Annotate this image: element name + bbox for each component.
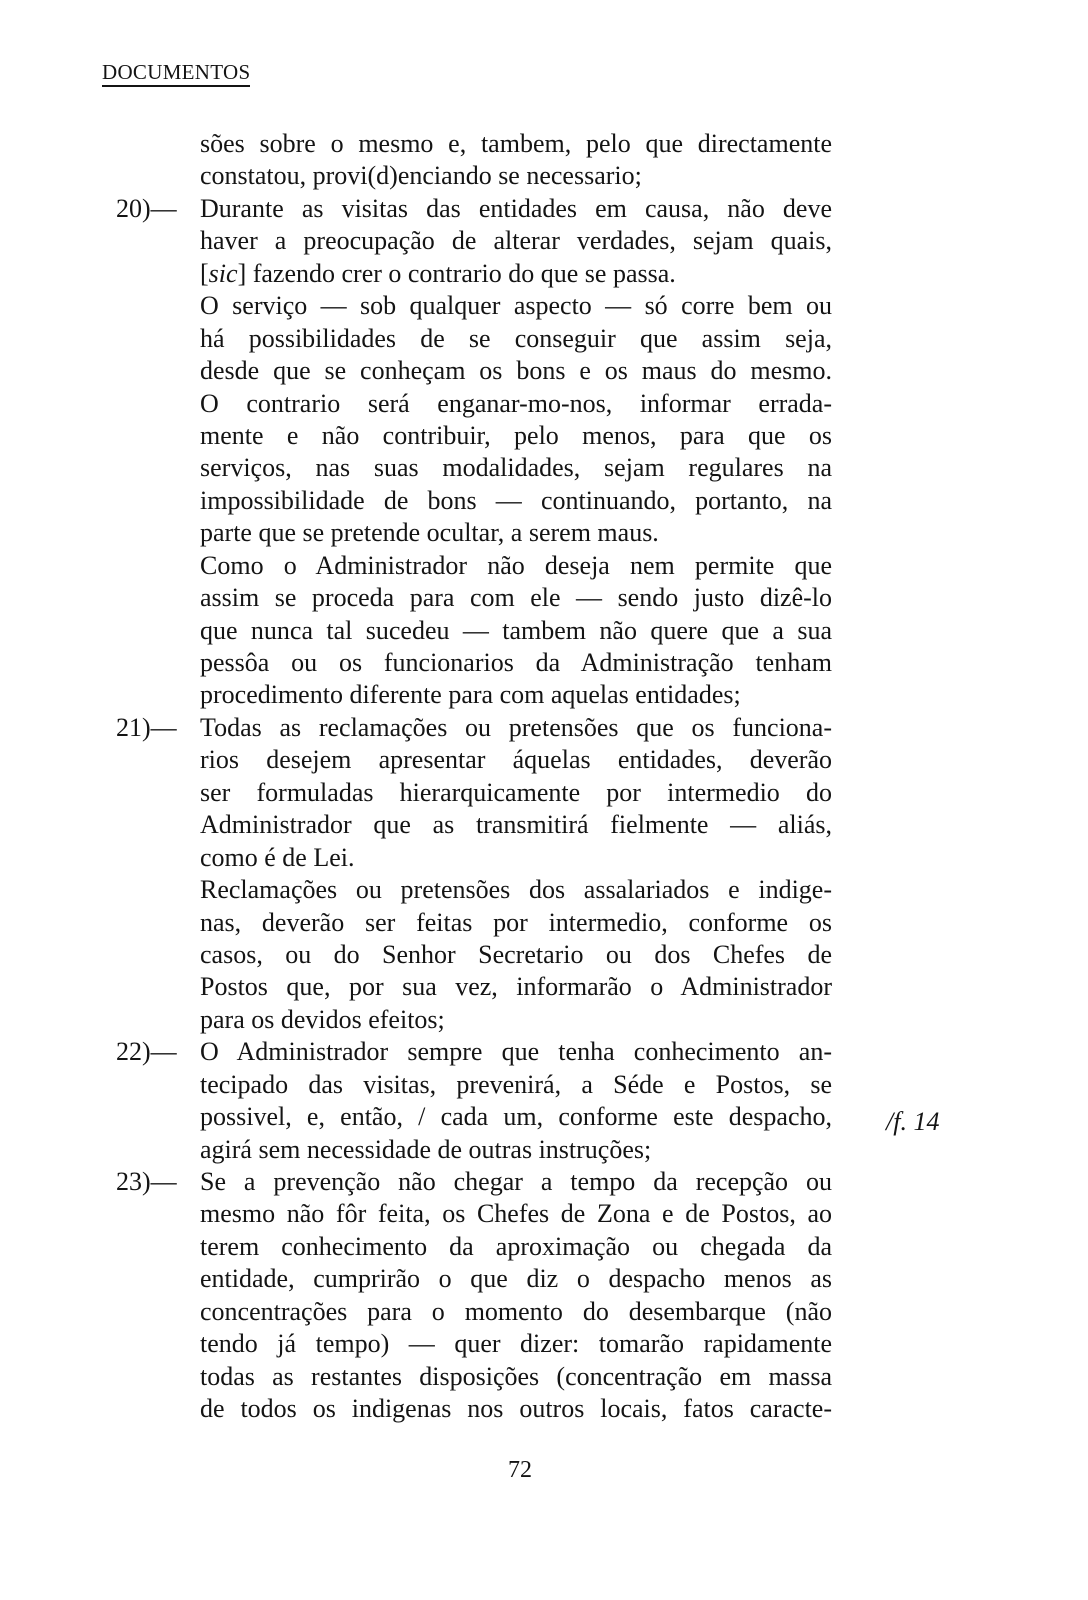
line-text: tecipado das visitas, prevenirá, a Séde e Postos, se (200, 1069, 832, 1099)
text-line (102, 1263, 862, 1295)
line-text: possivel, e, então, / cada um, conforme este despacho, (200, 1102, 832, 1132)
text-line (102, 1004, 862, 1036)
line-text: há possibilidades de se conseguir que assim seja, (200, 323, 832, 353)
line-text: casos, ou do Senhor Secretario ou dos Chefes de (200, 939, 832, 969)
line-text: como é de Lei. (200, 842, 355, 872)
line-text: Como o Administrador não deseja nem permite que (200, 550, 832, 580)
text-line (102, 1069, 862, 1101)
text-line (102, 1361, 862, 1393)
line-text: Se a prevenção não chegar a tempo da recepção ou (200, 1167, 832, 1196)
line-text: Durante as visitas das entidades em causa, não deve (200, 193, 832, 223)
text-line (102, 744, 862, 776)
line-text: que nunca tal sucedeu — tambem não quere que a sua (200, 615, 832, 645)
text-line (102, 420, 862, 452)
text-line (102, 1036, 862, 1068)
page-number: 72 (508, 1457, 532, 1483)
line-text: tendo já tempo) — quer dizer: tomarão rapidamente (200, 1329, 832, 1359)
text-line (102, 323, 862, 355)
line-text: serviços, nas suas modalidades, sejam regulares na (200, 453, 832, 483)
item-number: 22)— (116, 1037, 177, 1067)
sic-annotation: sic (208, 258, 238, 288)
line-text: haver a preocupação de alterar verdades, sejam quais, (200, 226, 832, 256)
line-text: para os devidos efeitos; (200, 1004, 445, 1034)
text-line (102, 809, 862, 841)
line-text: Postos que, por sua vez, informarão o Administrador (200, 972, 832, 1002)
line-text: sões sobre o mesmo e, tambem, pelo que directamente (200, 129, 832, 158)
text-line (102, 615, 862, 647)
line-text: desde que se conheçam os bons e os maus do mesmo. (200, 356, 832, 386)
line-text-pre: [ (200, 258, 209, 288)
text-line (102, 1296, 862, 1328)
line-text: mesmo não fôr feita, os Chefes de Zona e de Postos, ao (200, 1199, 832, 1229)
folio-margin-note: /f. 14 (886, 1107, 940, 1136)
text-line (102, 1393, 862, 1425)
line-text: agirá sem necessidade de outras instruções; (200, 1134, 652, 1164)
text-line (102, 907, 862, 939)
line-text-post: ] fazendo crer o contrario do que se passa. (237, 258, 676, 288)
running-header: DOCUMENTOS (102, 60, 250, 87)
line-text: O Administrador sempre que tenha conhecimento an- (200, 1037, 832, 1067)
text-line (102, 679, 862, 711)
text-line (102, 971, 862, 1003)
line-text (200, 258, 832, 290)
text-line (102, 517, 862, 549)
line-text: terem conhecimento da aproximação ou chegada da (200, 1231, 832, 1261)
line-text: mente e não contribuir, pelo menos, para que os (200, 420, 832, 450)
text-line (102, 258, 862, 290)
text-line (102, 388, 862, 420)
text-line (102, 193, 862, 225)
item-number: 23)— (116, 1167, 177, 1196)
text-line (102, 550, 862, 582)
line-text: Reclamações ou pretensões dos assalariados e indige- (200, 875, 832, 905)
text-line (102, 1166, 862, 1198)
line-text: impossibilidade de bons — continuando, portanto, na (200, 485, 832, 515)
text-line (102, 1134, 862, 1166)
text-line (102, 1198, 862, 1230)
line-text: assim se proceda para com ele — sendo justo dizê-lo (200, 583, 832, 613)
line-text: Administrador que as transmitirá fielmente — aliás, (200, 810, 832, 840)
text-line (102, 842, 862, 874)
text-line (102, 452, 862, 484)
text-line (102, 712, 862, 744)
text-line (102, 290, 862, 322)
text-line (102, 874, 862, 906)
line-text: procedimento diferente para com aquelas entidades; (200, 680, 741, 710)
line-text: pessôa ou os funcionarios da Administração tenham (200, 648, 832, 677)
line-text: rios desejem apresentar áquelas entidades, deverão (200, 745, 832, 775)
line-text: Todas as reclamações ou pretensões que os funciona- (200, 712, 832, 742)
text-line (102, 1101, 862, 1133)
text-line (102, 128, 862, 160)
text-line (102, 939, 862, 971)
line-text: constatou, provi(d)enciando se necessario; (200, 161, 642, 191)
item-number: 21)— (116, 712, 177, 742)
text-line (102, 777, 862, 809)
text-line (102, 160, 862, 192)
text-line (102, 582, 862, 614)
line-text: O contrario será enganar-mo-nos, informar errada- (200, 388, 832, 418)
text-line (102, 1328, 862, 1360)
line-text: ser formuladas hierarquicamente por intermedio do (200, 777, 832, 807)
line-text: nas, deverão ser feitas por intermedio, conforme os (200, 907, 832, 937)
text-line (102, 1231, 862, 1263)
item-number: 20)— (116, 193, 177, 223)
line-text: todas as restantes disposições (concentração em massa (200, 1361, 832, 1391)
document-body (102, 128, 862, 1426)
text-line (102, 225, 862, 257)
text-line (102, 647, 862, 679)
line-text: de todos os indigenas nos outros locais, fatos caracte- (200, 1394, 832, 1424)
line-text: O serviço — sob qualquer aspecto — só corre bem ou (200, 291, 832, 321)
line-text: concentrações para o momento do desembarque (não (200, 1296, 832, 1326)
line-text: entidade, cumprirão o que diz o despacho menos as (200, 1264, 832, 1294)
text-line (102, 485, 862, 517)
text-line (102, 355, 862, 387)
line-text: parte que se pretende ocultar, a serem maus. (200, 518, 659, 548)
